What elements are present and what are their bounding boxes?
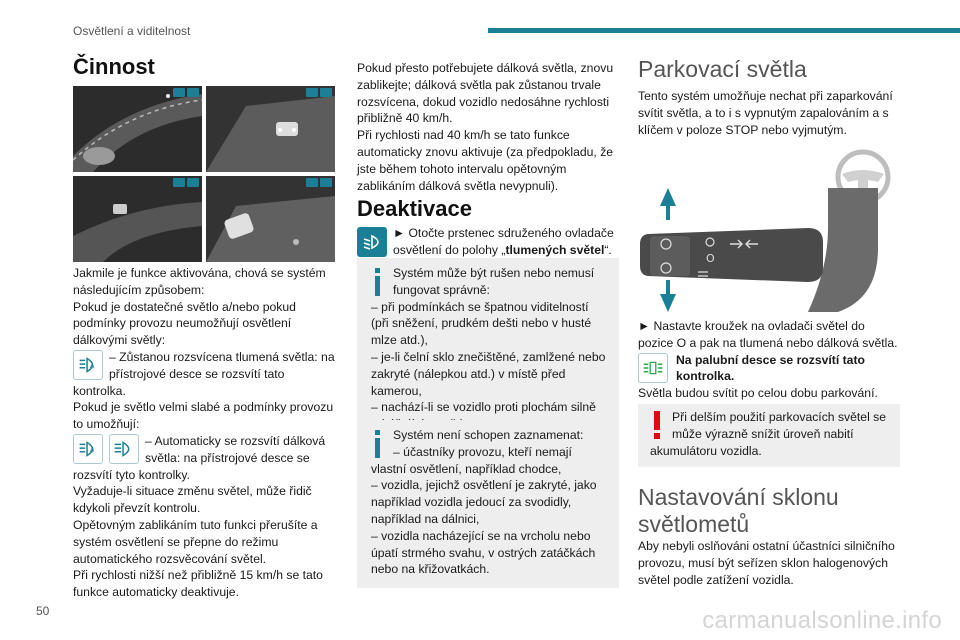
camera-photos-grid (73, 86, 335, 261)
intro-paragraph: Jakmile je funkce aktivována, chová se systém následujícím způsobem: (73, 266, 326, 297)
warning-icon (650, 410, 664, 440)
parking-lights-paragraph: Tento systém umožňuje nechat při zaparkování svítit světla, a to i s vypnutým zapalováním a s klíčem v poloze STOP nebo vyjmutým. (638, 89, 893, 137)
photo-car-ahead (206, 176, 335, 262)
low-beam-switch-icon (357, 227, 387, 257)
info-icon (371, 267, 385, 297)
svg-text:A: A (89, 445, 95, 454)
photo-road-dark (73, 176, 202, 262)
low-beam-item: A – Zůstanou rozsvícena tlumená světla: na přístrojové desce se rozsvítí tato kontrolka. (73, 349, 335, 398)
low-beam-auto-icon (73, 350, 103, 380)
flash-paragraph: Opětovným zablikáním tuto funkci přerušíte a systém osvětlení se přepne do režimu automatického rozsvěcování světel. (73, 517, 318, 566)
flash-again-paragraph: Pokud přesto potřebujete dálková světla, znovu zablikejte; dálková světla pak zůstanou trvale rozsvícena, dokud vozidlo nedosáhne rychlosti přibližně 40 km/h. (357, 61, 614, 126)
headlamp-adjustment-paragraph: Aby nebyli oslňováni ostatní účastníci silničního provozu, musí být seřízen sklon halogenových světel podle zatížení vozidla. (638, 539, 895, 587)
photo-curve-road (73, 86, 202, 172)
high-beam-auto-icon (73, 434, 103, 464)
photo-oncoming-car (206, 86, 335, 172)
info-icon (371, 429, 385, 459)
section-title-parkovaci-svetla: Parkovací světla (638, 56, 807, 82)
high-beam-item: A – Automaticky se rozsvítí dálková světla: na přístrojové desce se rozsvítí tyto kontrolky. (73, 433, 326, 482)
light-stalk-illustration (638, 188, 900, 312)
watermark: carmanualsonline.info (702, 607, 942, 634)
battery-warning-box: Při delším použití parkovacích světel se může výrazně snížit úroveň nabití akumulátoru vozidla. (638, 404, 900, 467)
section-title-cinnost: Činnost (73, 54, 155, 79)
operation-text (73, 265, 335, 601)
low-beam-indicator (73, 350, 103, 380)
page-number: 50 (36, 604, 50, 618)
parking-lamp-icon (638, 353, 668, 383)
high-beam-indicators (73, 434, 139, 464)
note-detection-limits: Systém není schopen zaznamenat: – účastníky provozu, kteří nemají vlastní osvětlení, například chodce, – vozidla, jejichž osvětlení je zakryté, jako například vozidla jedoucí za svodidly, například na dálnici, – vozidla nacházející se na vrcholu nebo úpatí strmého svahu, v ostrých zatáčkách nebo na křižovatkách. (357, 420, 619, 588)
high-condition-paragraph: Pokud je světlo velmi slabé a podmínky provozu to umožňují: (73, 400, 334, 432)
reactivation-paragraph: Při rychlosti nad 40 km/h se tato funkce automaticky znovu aktivuje (za předpokladu, že jste během tohoto intervalu opětovným zablikáním dálková světla nevypnuli). (357, 128, 614, 193)
high-beam-text (357, 60, 619, 194)
note-interference: Systém může být rušen nebo nemusí fungovat správně: – při podmínkách se špatnou viditelností (při sněžení, prudkém dešti nebo v husté mlze atd.), – je-li čelní sklo znečištěné, zamlžené nebo zakryté (nálepkou atd.) v místě před kamerou, – nachází-li se vozidlo proti plochám silně (357, 258, 619, 443)
set-ring-step: ► Nastavte kroužek na ovladači světel do pozice O a pak na tlumená nebo dálková světla. (638, 319, 898, 350)
parking-duration-paragraph: Světla budou svítit po celou dobu parkování. (638, 386, 878, 401)
speed-paragraph: Při rychlosti nižší než přibližně 15 km/h se tato funkce automaticky deaktivuje. (73, 568, 323, 600)
lamp-indicator-line: Na palubní desce se rozsvítí tato kontrolka. (638, 352, 900, 386)
svg-text:O: O (706, 252, 715, 265)
section-title-deaktivace: Deaktivace (357, 196, 472, 221)
svg-text:A: A (89, 361, 95, 370)
section-header: Osvětlení a viditelnost (73, 24, 191, 38)
header-accent-bar (488, 28, 960, 33)
high-beam-icon (109, 434, 139, 464)
change-paragraph: Vyžaduje-li situace změnu světel, může řidič kdykoli převzít kontrolu. (73, 484, 312, 516)
low-condition-paragraph: Pokud je dostatečné světlo a/nebo pokud podmínky provozu neumožňují osvětlení dálkovými světly: (73, 299, 296, 348)
parking-lights-steps (638, 318, 900, 402)
deactivation-step: ► Otočte prstenec sdruženého ovladače osvětlení do polohy „tlumených světel“. (357, 225, 619, 259)
section-title-headlamp-adjustment: Nastavování sklonu světlometů (638, 484, 839, 537)
